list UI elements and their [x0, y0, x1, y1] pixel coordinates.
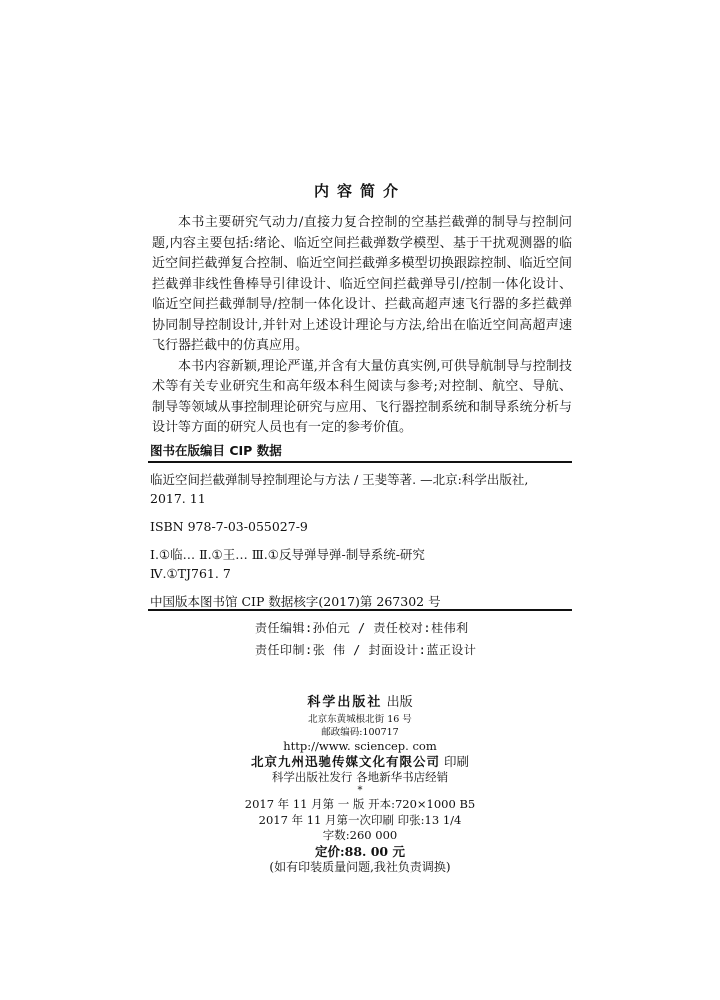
- printer-line: [0, 754, 720, 770]
- editor-credits: [255, 617, 575, 661]
- cip-isbn: ISBN 978-7-03-055027-9: [150, 519, 308, 534]
- summary-paragraph: 本书内容新颖,理论严谨,并含有大量仿真实例,可供导航制导与控制技术等有关专业研究生和高年级本科生阅读与参考;对控制、航空、导航、制导等领域从事控制理论研究与应用、飞行器控制系统和制导系统分析与设计等方面的研究人员也有一定的参考价值。: [152, 358, 572, 435]
- cip-verification: 中国版本图书馆 CIP 数据核字(2017)第 267302 号: [150, 594, 441, 609]
- publisher-line: [0, 695, 720, 711]
- cip-record-line: 临近空间拦截弹制导控制理论与方法 / 王斐等著. —北京:科学出版社,: [150, 472, 529, 487]
- printer-suffix: 印刷: [443, 754, 469, 769]
- price: 定价:88. 00 元: [315, 843, 405, 859]
- cip-classification-code: Ⅳ.①TJ761. 7: [150, 566, 231, 581]
- summary-abstract: [152, 213, 572, 439]
- publisher-website: http://www. sciencep. com: [283, 738, 437, 753]
- edition-line: 2017 年 11 月第 一 版 开本:720×1000 B5: [244, 797, 476, 811]
- cip-classification: Ⅰ.①临… Ⅱ.①王… Ⅲ.①反导弹导弹-制导系统-研究: [150, 547, 425, 562]
- separator-star: *: [357, 785, 363, 796]
- imprint-block: [0, 695, 720, 876]
- publisher-postcode: 邮政编码:100717: [321, 726, 399, 738]
- editor-credit-line: 责任印制:张 伟 / 封面设计:蓝正设计: [255, 643, 477, 657]
- publisher-suffix: 出版: [386, 695, 413, 710]
- printer-name: 北京九州迅驰传媒文化有限公司: [250, 754, 440, 769]
- cip-top-rule: [148, 461, 572, 463]
- cip-bottom-rule: [148, 609, 572, 611]
- cip-heading: 图书在版编目 CIP 数据: [150, 443, 282, 458]
- quality-notice: (如有印装质量问题,我社负责调换): [269, 860, 451, 874]
- publisher-address: 北京东黄城根北街 16 号: [308, 713, 412, 725]
- editor-credit-line: 责任编辑:孙伯元 / 责任校对:桂伟利: [255, 621, 469, 635]
- summary-paragraph: 本书主要研究气动力/直接力复合控制的空基拦截弹的制导与控制问题,内容主要包括:绪论、临近空间拦截弹数学模型、基于干扰观测器的临近空间拦截弹复合控制、临近空间拦截弹多模型切换跟踪控制、临近空间拦截弹非线性鲁棒导引律设计、临近空间拦截弹导引/控制一体化设计、临近空间拦截弹制导/控制一体化设计、拦截高超声速飞行器的多拦截弹协同制导控制设计,并针对上述设计理论与方法,给出在临近空间高超声速飞行器拦截中的仿真应用。: [152, 215, 572, 353]
- cip-record-date: 2017. 11: [150, 491, 206, 506]
- summary-title: 内容简介: [313, 182, 406, 200]
- printing-line: 2017 年 11 月第一次印刷 印张:13 1/4: [258, 812, 462, 827]
- distribution-line: 科学出版社发行 各地新华书店经销: [271, 769, 449, 784]
- cip-record: [150, 470, 572, 611]
- publisher-name: 科学出版社: [307, 695, 383, 710]
- word-count: 字数:260 000: [322, 828, 398, 842]
